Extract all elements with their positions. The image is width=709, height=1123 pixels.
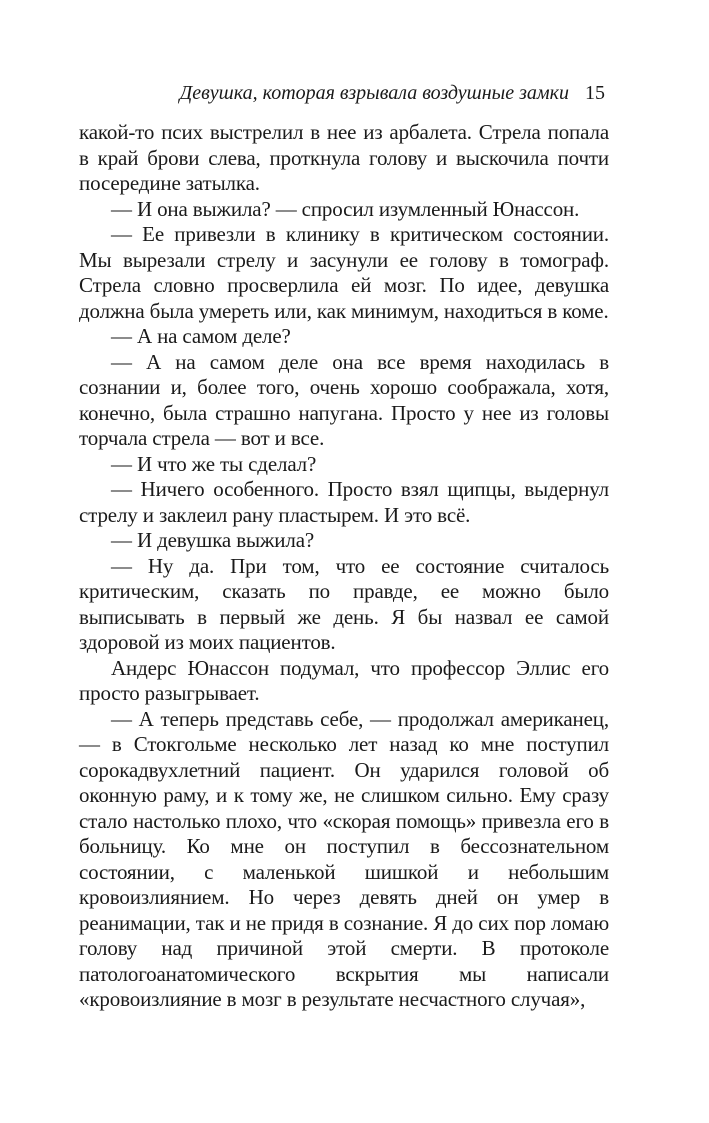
paragraph: какой-то псих выстрелил в нее из арбалета. Стрела попала в край брови слева, проткнула голову и выскочила почти посередине затылка. (79, 120, 609, 195)
paragraph: — А на самом деле она все время находилась в сознании и, более того, очень хорошо соображала, хотя, конечно, была страшно напугана. Просто у нее из головы торчала стрела — вот и все. (79, 349, 609, 450)
running-header (79, 80, 609, 106)
paragraph: — И что же ты сделал? (111, 451, 317, 476)
paragraph: Андерс Юнассон подумал, что профессор Эллис его просто разыгрывает. (79, 655, 609, 705)
paragraph: — Ну да. При том, что ее состояние считалось критическим, сказать по правде, ее можно было выписывать в первый же день. Я бы назвал ее самой здоровой из моих пациентов. (79, 553, 609, 654)
paragraph: — Ее привезли в клинику в критическом состоянии. Мы вырезали стрелу и засунули ее голову в томограф. Стрела словно просверлила ей мозг. По идее, девушка должна была умереть или, как минимум, находиться в коме. (79, 222, 609, 323)
paragraph: — И она выжила? — спросил изумленный Юнассон. (111, 196, 580, 221)
paragraph: — Ничего особенного. Просто взял щипцы, выдернул стрелу и заклеил рану пластырем. И это всё. (79, 477, 609, 527)
paragraph: — А теперь представь себе, — продолжал американец, — в Стокгольме несколько лет назад ко мне поступил сорокадвухлетний пациент. Он ударился головой об оконную раму, и к тому же, не слишком сильно. Ему сразу стало настолько плохо, что «скорая помощь» привезла его в больницу. Ко мне он поступил в бессознательном состоянии, с маленькой шишкой и небольшим кровоизлиянием. Но через девять дней он умер в реанимации, так и не придя в сознание. Я до сих пор ломаю голову над причиной этой смерти. В протоколе патологоанатомического вскрытия мы написали «кровоизлияние в мозг в результате несчастного случая», (79, 706, 609, 1011)
running-title: Девушка, которая взрывала воздушные замки (179, 82, 569, 104)
body-text (79, 120, 609, 1013)
page-number: 15 (585, 82, 605, 104)
paragraph: — И девушка выжила? (111, 528, 315, 552)
paragraph: — А на самом деле? (111, 324, 291, 348)
book-page (79, 80, 609, 1013)
